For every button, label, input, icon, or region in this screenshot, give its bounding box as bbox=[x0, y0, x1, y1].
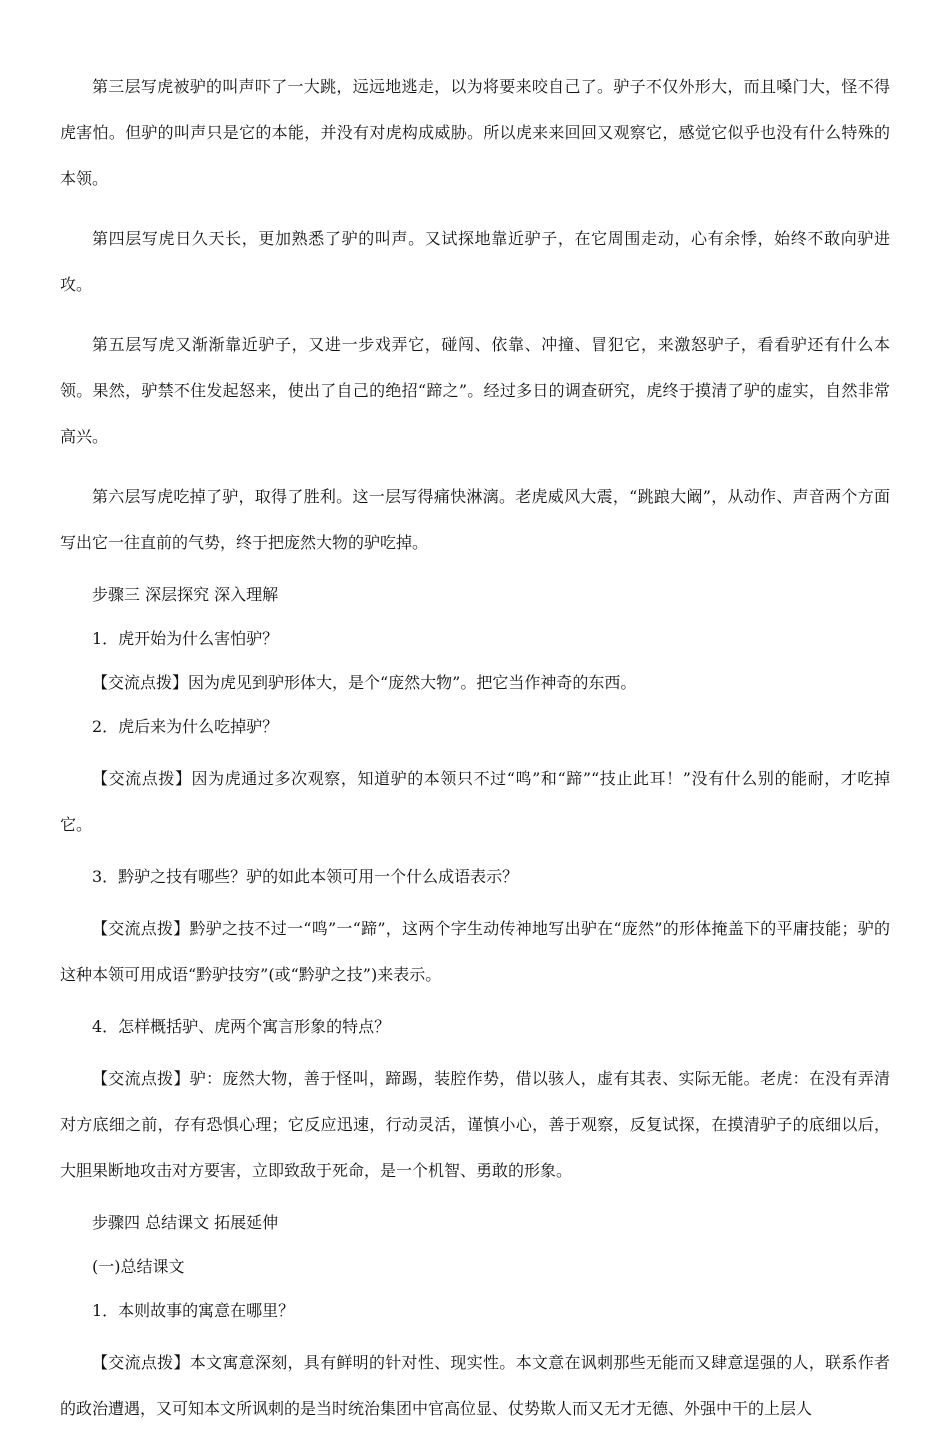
paragraph-layer-three: 第三层写虎被驴的叫声吓了一大跳，远远地逃走，以为将要来咬自己了。驴子不仅外形大，而且嗓门大，怪不得虎害怕。但驴的叫声只是它的本能，并没有对虎构成威胁。所以虎来来回回又观察它，感觉它似乎也没有什么特殊的本领。 bbox=[60, 77, 890, 188]
paragraph-layer-four: 第四层写虎日久天长，更加熟悉了驴的叫声。又试探地靠近驴子，在它周围走动，心有余悸，始终不敢向驴进攻。 bbox=[60, 229, 890, 294]
question-4: 4．怎样概括驴、虎两个寓言形象的特点？ bbox=[92, 1017, 391, 1036]
answer-moral: 【交流点拨】本文寓意深刻，具有鲜明的针对性、现实性。本文意在讽刺那些无能而又肆意逞强的人，联系作者的政治遭遇，又可知本文所讽刺的是当时统治集团中官高位显、仗势欺人而又无才无德、外强中干的上层人 bbox=[60, 1353, 890, 1418]
answer-1: 【交流点拨】因为虎见到驴形体大，是个“庞然大物”。把它当作神奇的东西。 bbox=[92, 673, 637, 692]
paragraph-layer-five: 第五层写虎又渐渐靠近驴子，又进一步戏弄它，碰闯、依靠、冲撞、冒犯它，来激怒驴子，看看驴还有什么本领。果然，驴禁不住发起怒来，使出了自己的绝招“蹄之”。经过多日的调查研究，虎终于摸清了驴的虚实，自然非常高兴。 bbox=[60, 335, 890, 446]
answer-4: 【交流点拨】驴：庞然大物，善于怪叫，蹄踢，装腔作势，借以骇人，虚有其表、实际无能。老虎：在没有弄清对方底细之前，存有恐惧心理；它反应迅速，行动灵活，谨慎小心，善于观察，反复试探，在摸清驴子的底细以后，大胆果断地攻击对方要害，立即致敌于死命，是一个机智、勇敢的形象。 bbox=[60, 1069, 890, 1180]
step-four-heading: 步骤四 总结课文 拓展延伸 bbox=[92, 1213, 279, 1232]
answer-2: 【交流点拨】因为虎通过多次观察，知道驴的本领只不过“鸣”和“蹄”“技止此耳！”没有什么别的能耐，才吃掉它。 bbox=[60, 769, 890, 834]
answer-3: 【交流点拨】黔驴之技不过一“鸣”一“蹄”，这两个字生动传神地写出驴在“庞然”的形体掩盖下的平庸技能；驴的这种本领可用成语“黔驴技穷”(或“黔驴之技”)来表示。 bbox=[60, 919, 890, 984]
step-three-heading: 步骤三 深层探究 深入理解 bbox=[92, 585, 279, 604]
question-3: 3．黔驴之技有哪些？驴的如此本领可用一个什么成语表示？ bbox=[92, 867, 519, 886]
question-1: 1．虎开始为什么害怕驴？ bbox=[92, 629, 279, 648]
section-summary-heading: (一)总结课文 bbox=[92, 1257, 185, 1276]
paragraph-layer-six: 第六层写虎吃掉了驴，取得了胜利。这一层写得痛快淋漓。老虎威风大震，“跳踉大阚”，从动作、声音两个方面写出它一往直前的气势，终于把庞然大物的驴吃掉。 bbox=[60, 487, 890, 552]
question-moral: 1．本则故事的寓意在哪里？ bbox=[92, 1301, 295, 1320]
question-2: 2．虎后来为什么吃掉驴？ bbox=[92, 717, 279, 736]
